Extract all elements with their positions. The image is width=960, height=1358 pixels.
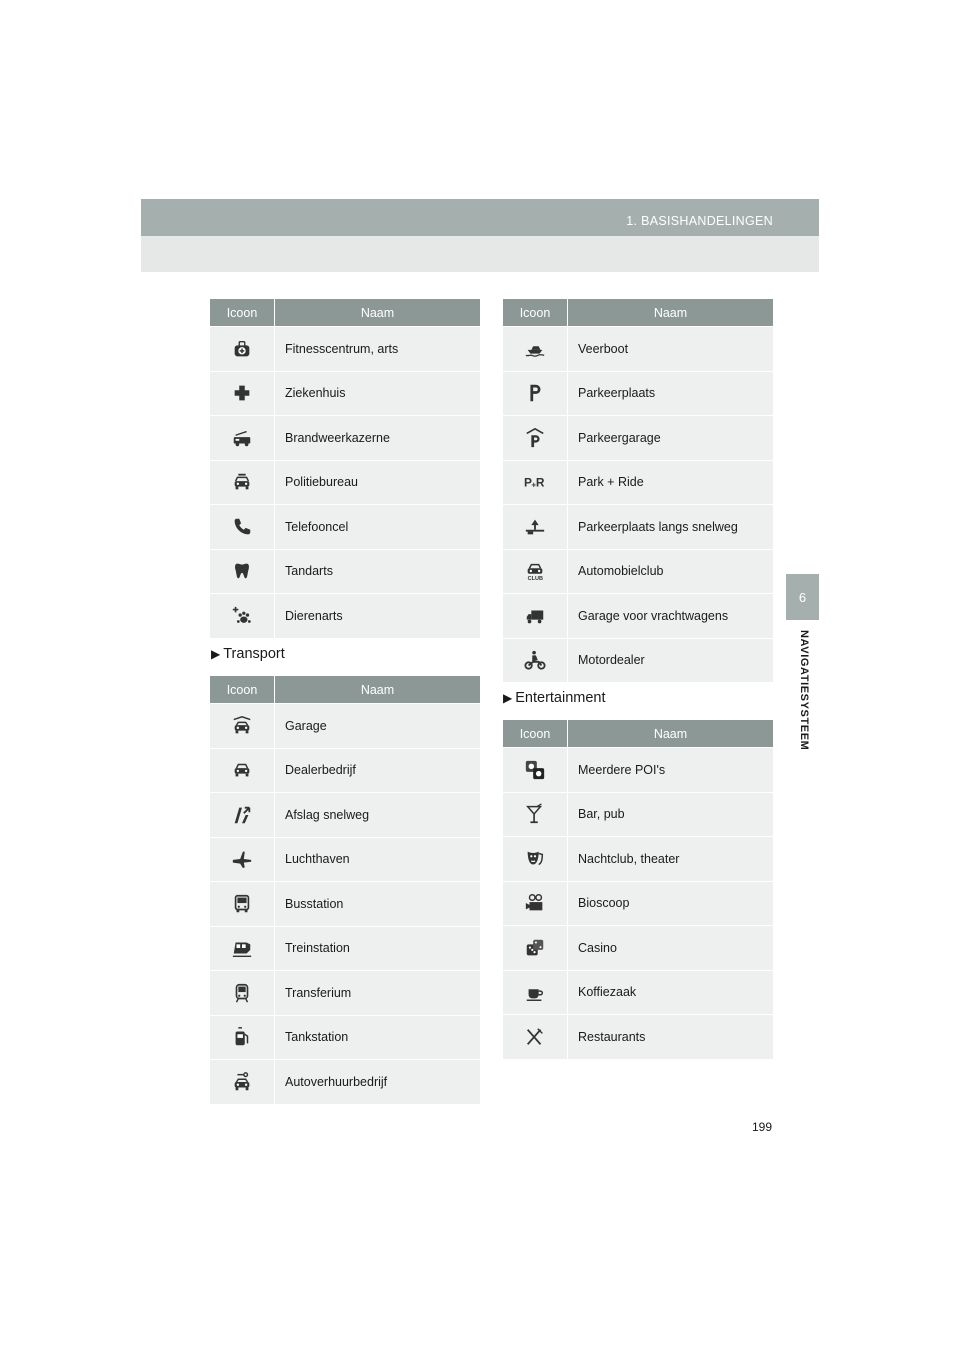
icon-column-header: Icoon [210, 299, 275, 327]
poi-name: Meerdere POI's [568, 748, 774, 793]
icon-cell [210, 460, 275, 505]
poi-name: Fitnesscentrum, arts [275, 327, 481, 372]
table-row [503, 792, 773, 837]
bus-icon [231, 893, 253, 915]
svg-text:CLUB: CLUB [527, 576, 543, 583]
poi-name: Parkeergarage [568, 416, 774, 461]
icon-column-header: Icoon [210, 676, 275, 704]
garage-car-icon [231, 715, 253, 737]
table-row [503, 416, 773, 461]
table-row [210, 926, 480, 971]
poi-name: Automobielclub [568, 549, 774, 594]
rest-area-icon [524, 516, 546, 538]
table-row [503, 460, 773, 505]
name-column-header: Naam [568, 299, 774, 327]
park-ride-icon [524, 471, 546, 493]
icon-cell [210, 748, 275, 793]
poi-name: Park + Ride [568, 460, 774, 505]
icon-cell [503, 371, 568, 416]
phone-icon [231, 516, 253, 538]
poi-table-parking [503, 299, 773, 682]
table-row [503, 970, 773, 1015]
poi-name: Brandweerkazerne [275, 416, 481, 461]
icon-cell [210, 594, 275, 638]
icon-cell [210, 1015, 275, 1060]
icon-cell [210, 1060, 275, 1104]
table-row [210, 704, 480, 749]
icon-cell [503, 549, 568, 594]
chapter-tab[interactable] [786, 574, 819, 620]
icon-cell [503, 505, 568, 550]
icon-cell [503, 792, 568, 837]
table-row [210, 837, 480, 882]
movie-camera-icon [524, 892, 546, 914]
poi-name: Afslag snelweg [275, 793, 481, 838]
poi-name: Parkeerplaats [568, 371, 774, 416]
table-row [503, 837, 773, 882]
dealer-car-icon [231, 759, 253, 781]
icon-cell [210, 327, 275, 372]
medical-bag-icon [231, 338, 253, 360]
poi-name: Garage voor vrachtwagens [568, 594, 774, 639]
header-band [141, 199, 819, 236]
highway-exit-icon [231, 804, 253, 826]
train-icon [231, 937, 253, 959]
multiple-poi-icon [524, 759, 546, 781]
header-sub-band [141, 236, 819, 272]
triangle-right-icon: ▶ [211, 647, 221, 661]
table-row [503, 748, 773, 793]
poi-name: Politiebureau [275, 460, 481, 505]
icon-cell [503, 327, 568, 372]
triangle-right-icon: ▶ [503, 691, 513, 705]
table-row [210, 793, 480, 838]
poi-name: Dierenarts [275, 594, 481, 638]
poi-name: Telefooncel [275, 505, 481, 550]
chapter-label: NAVIGATIESYSTEEM [798, 630, 810, 751]
motorcycle-icon [524, 649, 546, 671]
theater-mask-icon [524, 848, 546, 870]
ferry-icon [524, 338, 546, 360]
svg-text:P: P [524, 475, 532, 490]
icon-cell [503, 1015, 568, 1059]
svg-text:+: + [531, 480, 537, 490]
section-title: 1. BASISHANDELINGEN [626, 214, 773, 228]
icon-cell [210, 882, 275, 927]
chapter-number: 6 [798, 589, 807, 605]
parking-icon [524, 382, 546, 404]
dice-icon [524, 937, 546, 959]
poi-name: Parkeerplaats langs snelweg [568, 505, 774, 550]
section-title-entertainment: Entertainment [515, 690, 606, 706]
table-row [210, 327, 480, 372]
icon-cell [503, 970, 568, 1015]
table-row [503, 327, 773, 372]
parking-garage-icon [524, 427, 546, 449]
table-row [503, 549, 773, 594]
poi-name: Dealerbedrijf [275, 748, 481, 793]
poi-name: Luchthaven [275, 837, 481, 882]
table-row [503, 371, 773, 416]
icon-cell [210, 549, 275, 594]
name-column-header: Naam [568, 720, 774, 748]
icon-cell [210, 837, 275, 882]
icon-cell [210, 704, 275, 749]
car-club-icon [524, 560, 546, 582]
poi-name: Transferium [275, 971, 481, 1016]
svg-text:R: R [535, 475, 545, 490]
poi-name: Busstation [275, 882, 481, 927]
poi-name: Tankstation [275, 1015, 481, 1060]
name-column-header: Naam [275, 676, 481, 704]
poi-name: Motordealer [568, 638, 774, 682]
fire-truck-icon [231, 427, 253, 449]
poi-name: Veerboot [568, 327, 774, 372]
poi-table-medical [210, 299, 480, 638]
section-heading-entertainment [503, 690, 606, 706]
coffee-cup-icon [524, 981, 546, 1003]
poi-name: Treinstation [275, 926, 481, 971]
icon-cell [503, 926, 568, 971]
poi-name: Garage [275, 704, 481, 749]
icon-cell [210, 416, 275, 461]
airplane-icon [231, 848, 253, 870]
table-row [210, 460, 480, 505]
hospital-cross-icon [231, 382, 253, 404]
table-row [210, 371, 480, 416]
poi-name: Bar, pub [568, 792, 774, 837]
poi-name: Nachtclub, theater [568, 837, 774, 882]
icon-cell [210, 793, 275, 838]
table-row [503, 881, 773, 926]
table-row [210, 549, 480, 594]
poi-name: Casino [568, 926, 774, 971]
poi-name: Tandarts [275, 549, 481, 594]
table-row [210, 594, 480, 638]
icon-column-header: Icoon [503, 299, 568, 327]
poi-table-transport [210, 676, 480, 1104]
icon-cell [503, 594, 568, 639]
icon-cell [210, 926, 275, 971]
table-row [210, 748, 480, 793]
icon-cell [503, 837, 568, 882]
name-column-header: Naam [275, 299, 481, 327]
section-heading-transport [211, 646, 285, 662]
poi-name: Koffiezaak [568, 970, 774, 1015]
table-row [503, 1015, 773, 1059]
fork-knife-icon [524, 1026, 546, 1048]
cocktail-icon [524, 803, 546, 825]
poi-name: Ziekenhuis [275, 371, 481, 416]
tooth-icon [231, 560, 253, 582]
table-row [503, 505, 773, 550]
poi-name: Restaurants [568, 1015, 774, 1059]
tram-icon [231, 982, 253, 1004]
table-row [503, 594, 773, 639]
table-row [503, 638, 773, 682]
icon-cell [210, 505, 275, 550]
poi-name: Autoverhuurbedrijf [275, 1060, 481, 1104]
icon-cell [503, 460, 568, 505]
table-row [210, 1060, 480, 1104]
table-row [210, 416, 480, 461]
icon-cell [210, 371, 275, 416]
table-row [503, 926, 773, 971]
section-title-transport: Transport [223, 646, 285, 662]
icon-cell [503, 416, 568, 461]
icon-cell [503, 748, 568, 793]
poi-table-entertainment [503, 720, 773, 1059]
page-number: 199 [752, 1120, 773, 1134]
car-rental-icon [231, 1071, 253, 1093]
truck-icon [524, 605, 546, 627]
icon-cell [503, 881, 568, 926]
table-row [210, 505, 480, 550]
poi-name: Bioscoop [568, 881, 774, 926]
icon-column-header: Icoon [503, 720, 568, 748]
table-row [210, 882, 480, 927]
table-row [210, 1015, 480, 1060]
icon-cell [503, 638, 568, 682]
fuel-pump-icon [231, 1026, 253, 1048]
icon-cell [210, 971, 275, 1016]
paw-icon [231, 605, 253, 627]
table-row [210, 971, 480, 1016]
police-car-icon [231, 471, 253, 493]
